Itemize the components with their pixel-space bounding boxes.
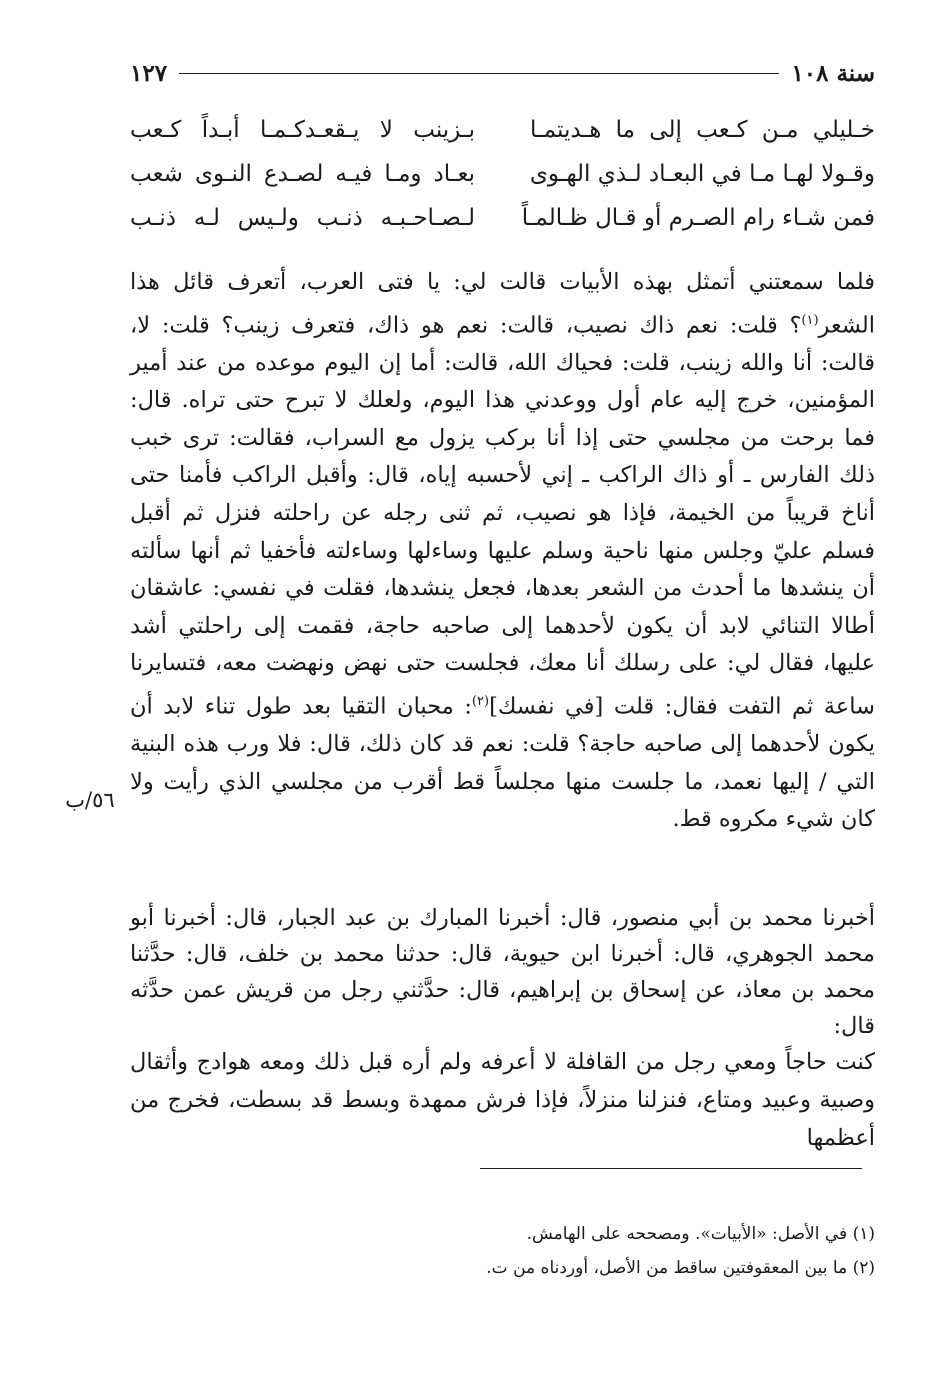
footnote-separator [480, 1168, 862, 1169]
year-label: سنة ١٠٨ [791, 59, 875, 87]
paragraph-text: كنت حاجاً ومعي رجل من القافلة لا أعرفه ولم أره قبل ذلك ومعه هوادج وأثقال وصبية وعبيد ومتاع، فنزلنا منزلاً، فإذا فرش ممهدة وبسط قد بسطت، فخرج من أعظمها [130, 1049, 875, 1151]
paragraph-text: أخبرنا محمد بن أبي منصور، قال: أخبرنا المبارك بن عبد الجبار، قال: أخبرنا أبو محمد الجوهري، قال: أخبرنا ابن حيوية، قال: حدثنا محمد بن خلف، قال: حدَّثنا محمد بن معاذ، عن إسحاق بن إبراهيم، قال: حدَّثني رجل من قريش عمن حدَّثه قال: [130, 905, 875, 1039]
manuscript-folio-marker: ٥٦/ب [65, 788, 115, 812]
paragraph-narrative [130, 1043, 875, 1157]
footnote-1: (١) في الأصل: «الأبيات». ومصححه على الهامش. [526, 1224, 875, 1244]
paragraph-isnad [130, 900, 875, 1044]
verse [130, 108, 875, 152]
verse-first-hemistich: خـليلي مـن كـعب إلى ما هـديتمـا [530, 117, 875, 143]
verse-second-hemistich: بعـاد ومـا فيـه لصـدع النـوى شعب [130, 161, 475, 187]
paragraph-text: ؟ قلت: نعم ذاك نصيب، قالت: نعم هو ذاك، فتعرف زينب؟ قلت: لا، قالت: أنا والله زينب، قلت: فحياك الله، قالت: أما إن اليوم موعده من عند أمير المؤمنين، خرج إليه عام أول ووعدني هذا اليوم، ولعلك لا تبرح حتى تراه. قال: فما برحت من مجلسي حتى إذا أنا بركب يزول مع السراب، فقالت: ترى خبب ذلك الفارس ـ أو ذاك الراكب ـ إني لأحسبه إياه، قال: وأقبل الراكب فأمنا حتى أناخ قريباً من الخيمة، فإذا هو نصيب، ثم ثنى رجله عن راحلته فنزل ثم أقبل فسلم عليّ وجلس منها ناحية وسلم عليها وساءلها وساءلته فأخفيا ثم أنها سألته أن ينشدها ما أحدث من الشعر بعدها، فجعل ينشدها، فقلت في نفسي: عاشقان أطالا التنائي لابد أن يكون لأحدهما إلى صاحبه حاجة، فقمت إلى راحلتي أشد عليها، فقال لي: على رسلك أنا معك، فجلست حتى نهض ونهضت معه، فتسايرنا ساعة ثم التفت فقال: قلت [في نفسك] [130, 312, 875, 720]
poem [130, 108, 875, 240]
verse [130, 196, 875, 240]
paragraph-story [130, 264, 875, 839]
verse-first-hemistich: وقـولا لهـا مـا في البعـاد لـذي الهـوى [529, 161, 875, 187]
footnote-ref-1: (١) [801, 312, 819, 328]
page-header [130, 56, 875, 90]
paragraph-text: : محبان التقيا بعد طول تناء لابد أن يكون لأحدهما إلى صاحبه حاجة؟ قلت: نعم قد كان ذلك، قال: فلا ورب هذه البنية التي / إليها نعمد، ما جلست منها مجلساً قط أقرب من مجلسي الذي رأيت ولا كان شيء مكروه قط. [130, 693, 875, 833]
verse [130, 152, 875, 196]
footnote-2: (٢) ما بين المعقوفتين ساقط من الأصل، أوردناه من ت. [486, 1258, 875, 1278]
verse-first-hemistich: فمن شـاء رام الصـرم أو قـال ظـالمـاً [521, 205, 875, 231]
page-number: ١٢٧ [130, 59, 168, 87]
verse-second-hemistich: لـصـاحـبـه ذنـب ولـيس لـه ذنـب [130, 205, 475, 231]
footnote-ref-2: (٢) [471, 694, 490, 710]
verse-second-hemistich: بـزينب لا يـقعـدكـمـا أبـداً كـعب [130, 117, 475, 143]
header-rule [179, 73, 779, 74]
paragraph-text: فلما سمعتني أتمثل بهذه الأبيات قالت لي: يا فتى العرب، أتعرف قائل هذا الشعر [130, 269, 875, 339]
